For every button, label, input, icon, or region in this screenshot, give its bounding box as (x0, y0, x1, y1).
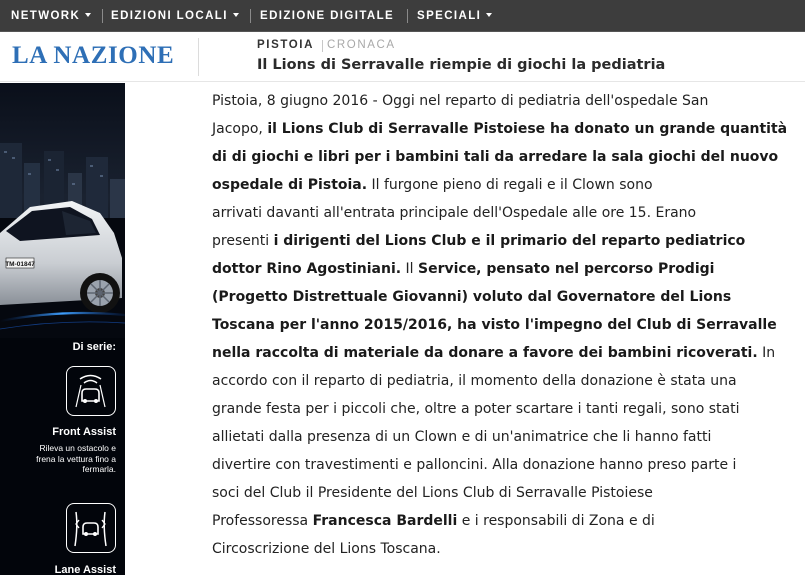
lane-assist-icon (66, 503, 116, 553)
article-text: Circoscrizione del Lions Toscana. (212, 541, 441, 557)
advertisement-banner[interactable] (0, 83, 125, 575)
article-line (212, 149, 778, 165)
article-text: e i responsabili di Zona e di (457, 513, 655, 529)
nav-network-label: NETWORK (11, 10, 81, 22)
nav-speciali-label: SPECIALI (417, 10, 482, 22)
front-assist-description: Rileva un ostacolo e frena la vettura fino a fermarla. (36, 443, 116, 474)
nav-edizioni-locali[interactable] (111, 10, 239, 22)
nav-edizione-digitale[interactable] (260, 10, 394, 22)
article-line (212, 513, 655, 529)
article-text: In (757, 345, 776, 361)
article-text: Professoressa (212, 513, 313, 529)
chevron-down-icon (486, 13, 492, 17)
nav-divider (102, 9, 103, 23)
article-line (212, 485, 653, 501)
article-line (212, 345, 775, 361)
article-line (212, 373, 737, 389)
article-text: Jacopo, (212, 121, 268, 137)
article-headline: Il Lions di Serravalle riempie di giochi la pediatria (257, 57, 666, 73)
top-navigation-bar (0, 0, 805, 32)
lane-assist-title: Lane Assist (54, 564, 116, 575)
article-text: allietati dalla presenza di un Clown e di un'animatrice che li hanno fatti (212, 429, 712, 445)
breadcrumb-divider (322, 40, 323, 52)
ad-license-plate: TM-01847 (5, 261, 35, 268)
article-bold-text: ospedale di Pistoia. (212, 177, 368, 193)
article-line (212, 317, 777, 333)
page-header (0, 32, 805, 82)
article-line (212, 205, 696, 221)
article-line (212, 457, 736, 473)
article-bold-text: Service, pensato nel percorso Prodigi (417, 261, 715, 277)
chevron-down-icon (85, 13, 91, 17)
nav-divider (407, 9, 408, 23)
nav-divider (250, 9, 251, 23)
site-logo[interactable]: LA NAZIONE (12, 42, 175, 69)
chevron-down-icon (233, 13, 239, 17)
article-body (212, 87, 788, 563)
article-line (212, 289, 731, 305)
article-text: arrivati davanti all'entrata principale dell'Ospedale alle ore 15. Erano (212, 205, 697, 221)
article-line (212, 121, 787, 137)
article-line (212, 429, 711, 445)
article-text: accordo con il reparto di pediatria, il momento della donazione è stata una (212, 373, 737, 389)
front-assist-title: Front Assist (52, 426, 116, 438)
nav-edizioni-locali-label: EDIZIONI LOCALI (111, 10, 228, 22)
article-text: Pistoia, 8 giugno 2016 - Oggi nel reparto di pediatria dell'ospedale San (212, 93, 709, 109)
article-line (212, 401, 739, 417)
article-bold-text: dottor Rino Agostiniani. (212, 261, 402, 277)
nav-speciali[interactable] (417, 10, 492, 22)
article-bold-text: il Lions Club di Serravalle Pistoiese ha donato un grande quantità (267, 121, 788, 137)
article-bold-text: nella raccolta di materiale da donare a favore dei bambini ricoverati. (212, 345, 758, 361)
article-text: divertire con travestimenti e palloncini. Alla donazione hanno preso parte i (212, 457, 737, 473)
nav-edizione-digitale-label: EDIZIONE DIGITALE (260, 10, 395, 22)
nav-network[interactable] (11, 10, 91, 22)
article-line (212, 233, 745, 249)
article-line (212, 261, 714, 277)
ad-car-photo (0, 83, 125, 338)
article-bold-text: (Progetto Distrettuale Giovanni) voluto dal Governatore del Lions (212, 289, 732, 305)
article-text: soci del Club il Presidente del Lions Club di Serravalle Pistoiese (212, 485, 653, 501)
article-line (212, 541, 441, 557)
breadcrumb-section[interactable]: PISTOIA (257, 39, 314, 51)
article-text: Il furgone pieno di regali e il Clown sono (367, 177, 653, 193)
article-line (212, 177, 653, 193)
article-bold-text: Toscana per l'anno 2015/2016, ha visto l'impegno del Club di Serravalle (212, 317, 777, 333)
header-divider (198, 38, 199, 76)
article-text: Il (401, 261, 418, 277)
article-text: presenti (212, 233, 274, 249)
article-bold-text: i dirigenti del Lions Club e il primario del reparto pediatrico (273, 233, 746, 249)
article-bold-text: di di giochi e libri per i bambini tali da arredare la sala giochi del nuovo (212, 149, 779, 165)
article-text: grande festa per i piccoli che, oltre a poter scartare i tanti regali, sono stati (212, 401, 740, 417)
article-bold-text: Francesca Bardelli (312, 513, 458, 529)
breadcrumb-subsection[interactable]: CRONACA (327, 39, 396, 51)
ad-tagline: Di serie: (72, 341, 116, 353)
article-paragraph (212, 87, 788, 563)
article-line (212, 93, 708, 109)
front-assist-icon (66, 366, 116, 416)
